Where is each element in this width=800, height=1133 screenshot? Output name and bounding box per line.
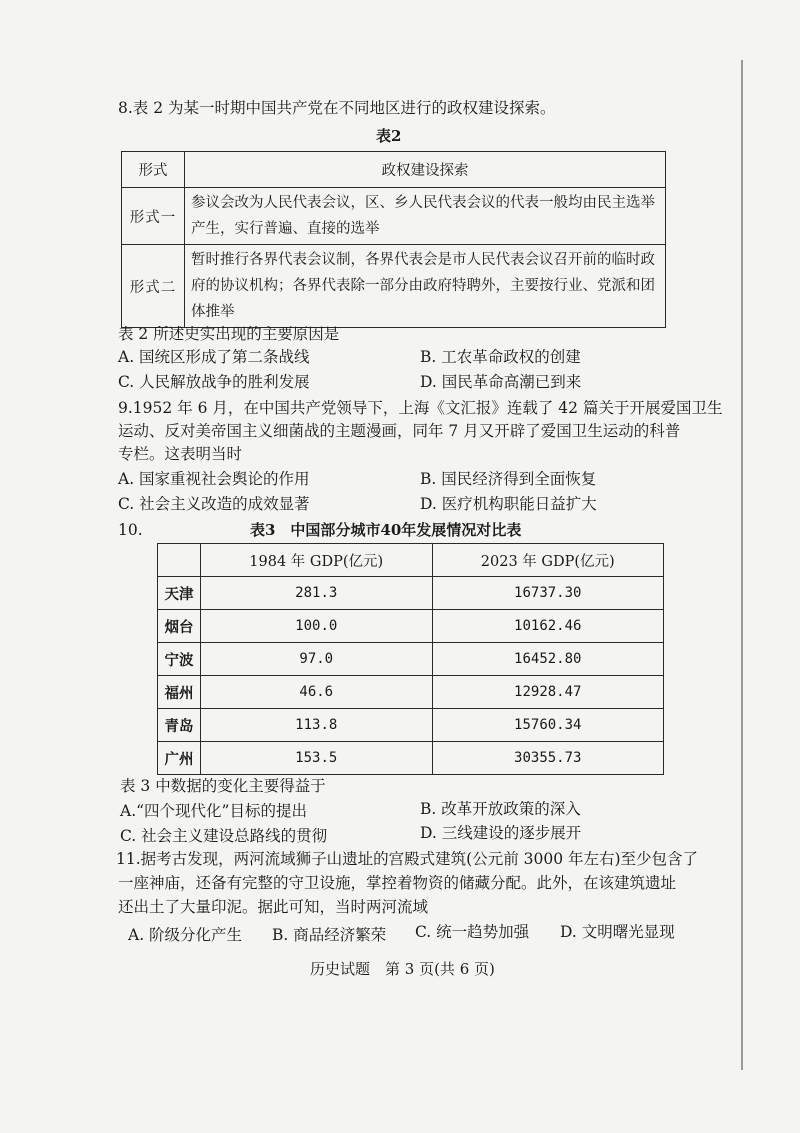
q10-number: 10. bbox=[118, 521, 143, 539]
q11-option-b: B. 商品经济繁荣 bbox=[272, 926, 387, 944]
table-cell-city: 烟台 bbox=[158, 610, 201, 643]
table-row bbox=[158, 577, 664, 610]
table-row bbox=[158, 742, 664, 775]
table-header-cell: 1984 年 GDP(亿元) bbox=[201, 544, 433, 577]
q10-option-c: C. 社会主义建设总路线的贯彻 bbox=[120, 827, 328, 845]
q9-option-b: B. 国民经济得到全面恢复 bbox=[420, 470, 597, 488]
table-cell-gdp-1984: 113.8 bbox=[201, 709, 433, 742]
table-cell-gdp-1984: 46.6 bbox=[201, 676, 433, 709]
table-cell-gdp-1984: 153.5 bbox=[201, 742, 433, 775]
q8-table-caption: 表2 bbox=[376, 127, 402, 145]
table-cell-gdp-2023: 10162.46 bbox=[432, 610, 664, 643]
q11-option-c: C. 统一趋势加强 bbox=[415, 923, 530, 941]
table-cell-gdp-2023: 12928.47 bbox=[432, 676, 664, 709]
table-cell-gdp-2023: 30355.73 bbox=[432, 742, 664, 775]
q10-option-d: D. 三线建设的逐步展开 bbox=[420, 824, 582, 842]
q11-option-a: A. 阶级分化产生 bbox=[128, 926, 243, 944]
q10-option-a: A.“四个现代化”目标的提出 bbox=[120, 802, 307, 820]
q8-option-d: D. 国民革命高潮已到来 bbox=[420, 373, 582, 391]
q8-table bbox=[121, 151, 666, 328]
table-cell-city: 广州 bbox=[158, 742, 201, 775]
q10-question: 表 3 中数据的变化主要得益于 bbox=[120, 777, 326, 795]
table-header-cell: 政权建设探索 bbox=[185, 152, 666, 188]
q9-stem-line3: 专栏。这表明当时 bbox=[118, 445, 243, 463]
table-cell-gdp-1984: 97.0 bbox=[201, 643, 433, 676]
table-cell-label: 形式二 bbox=[122, 245, 185, 328]
q8-question: 表 2 所述史实出现的主要原因是 bbox=[118, 325, 340, 343]
table-header-cell: 2023 年 GDP(亿元) bbox=[432, 544, 664, 577]
table-cell-city: 宁波 bbox=[158, 643, 201, 676]
q10-table-caption: 表3 中国部分城市40年发展情况对比表 bbox=[250, 521, 522, 539]
q10-table bbox=[157, 543, 664, 775]
q9-stem-line1: 9.1952 年 6 月，在中国共产党领导下，上海《文汇报》连载了 42 篇关于开展爱国卫生 bbox=[118, 399, 723, 417]
table-header-row bbox=[122, 152, 666, 188]
q9-option-a: A. 国家重视社会舆论的作用 bbox=[118, 470, 310, 488]
table-cell-city: 青岛 bbox=[158, 709, 201, 742]
table-cell-gdp-1984: 100.0 bbox=[201, 610, 433, 643]
q10-option-b: B. 改革开放政策的深入 bbox=[420, 800, 581, 818]
q8-stem: 8.表 2 为某一时期中国共产党在不同地区进行的政权建设探索。 bbox=[118, 99, 556, 117]
q9-option-d: D. 医疗机构职能日益扩大 bbox=[420, 495, 597, 513]
table-row bbox=[122, 245, 666, 328]
table-cell-city: 福州 bbox=[158, 676, 201, 709]
table-header-row bbox=[158, 544, 664, 577]
q8-option-c: C. 人民解放战争的胜利发展 bbox=[118, 373, 310, 391]
table-cell-gdp-2023: 16737.30 bbox=[432, 577, 664, 610]
q8-option-a: A. 国统区形成了第二条战线 bbox=[118, 348, 310, 366]
q11-stem-line2: 一座神庙，还备有完整的守卫设施，掌控着物资的储藏分配。此外，在该建筑遗址 bbox=[118, 874, 677, 892]
table-cell-city: 天津 bbox=[158, 577, 201, 610]
table-row bbox=[158, 676, 664, 709]
table-row bbox=[158, 610, 664, 643]
table-cell-gdp-2023: 15760.34 bbox=[432, 709, 664, 742]
table-header-cell: 形式 bbox=[122, 152, 185, 188]
table-row bbox=[158, 643, 664, 676]
page-footer: 历史试题 第 3 页(共 6 页) bbox=[310, 960, 495, 978]
table-cell-label: 形式一 bbox=[122, 188, 185, 245]
q11-stem-line1: 11.据考古发现，两河流域狮子山遗址的宫殿式建筑(公元前 3000 年左右)至少包含了 bbox=[116, 850, 699, 868]
table-cell-content: 暂时推行各界代表会议制，各界代表会是市人民代表会议召开前的临时政府的协议机构；各界代表除一部分由政府特聘外，主要按行业、党派和团体推举 bbox=[185, 245, 666, 328]
table-cell-gdp-2023: 16452.80 bbox=[432, 643, 664, 676]
scan-edge-line bbox=[741, 60, 743, 1070]
q11-option-d: D. 文明曙光显现 bbox=[560, 923, 675, 941]
table-row bbox=[158, 709, 664, 742]
q11-stem-line3: 还出土了大量印泥。据此可知，当时两河流域 bbox=[118, 898, 429, 916]
q9-option-c: C. 社会主义改造的成效显著 bbox=[118, 495, 310, 513]
q9-stem-line2: 运动、反对美帝国主义细菌战的主题漫画，同年 7 月又开辟了爱国卫生运动的科普 bbox=[118, 422, 681, 440]
table-header-cell bbox=[158, 544, 201, 577]
table-row bbox=[122, 188, 666, 245]
table-cell-gdp-1984: 281.3 bbox=[201, 577, 433, 610]
q8-option-b: B. 工农革命政权的创建 bbox=[420, 348, 581, 366]
table-cell-content: 参议会改为人民代表会议，区、乡人民代表会议的代表一般均由民主选举产生，实行普遍、直接的选举 bbox=[185, 188, 666, 245]
